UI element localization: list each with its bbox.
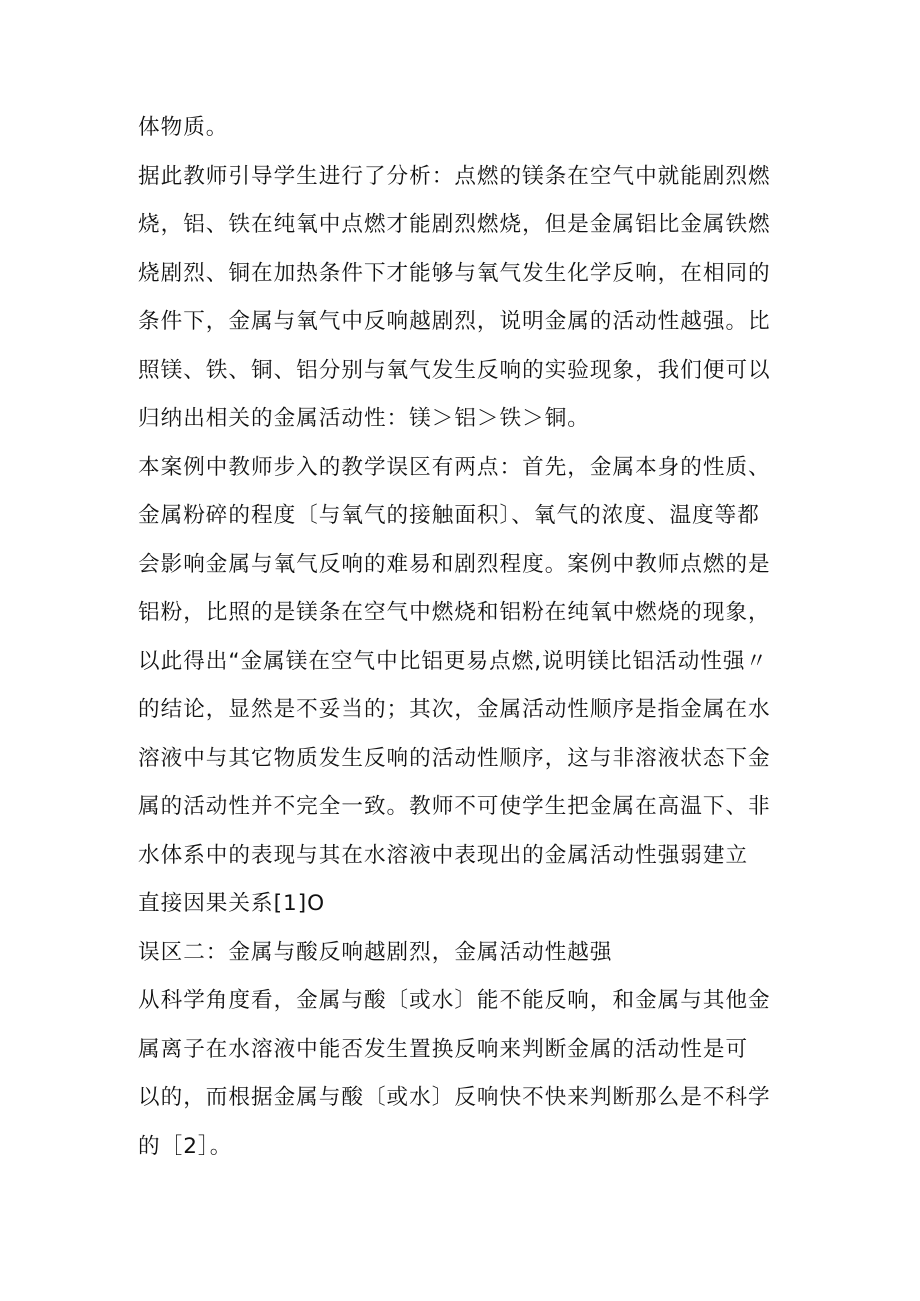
paragraph-3: [138, 444, 788, 929]
text-line: 归纳出相关的金属活动性：镁＞铝＞铁＞铜。: [138, 406, 590, 431]
paragraph-5: [138, 977, 788, 1171]
text-line: 直接因果关系[1]O: [138, 891, 326, 916]
paragraph-1: [138, 104, 788, 153]
text-line: 据此教师引导学生进行了分析：点燃的镁条在空气中就能剧烈燃: [138, 163, 771, 189]
text-line: 的结论，显然是不妥当的；其次，金属活动性顺序是指金属在水: [138, 697, 771, 722]
text-line: 属离子在水溶液中能否发生置换反响来判断金属的活动性是可: [138, 1036, 749, 1062]
text-line: 条件下，金属与氧气中反响越剧烈，说明金属的活动性越强。比: [138, 309, 771, 334]
section-heading: [138, 929, 788, 978]
text-line: 照镁、铁、铜、铝分别与氧气发生反响的实验现象，我们便可以: [138, 357, 771, 383]
text-line: 本案例中教师步入的教学误区有两点：首先，金属本身的性质、: [138, 454, 771, 480]
text-line: 从科学角度看，金属与酸〔或水〕能不能反响，和金属与其他金: [138, 988, 771, 1013]
text-line: 误区二：金属与酸反响越剧烈，金属活动性越强: [138, 939, 613, 965]
text-line: 金属粉碎的程度〔与氧气的接触面积〕、氧气的浓度、温度等都: [138, 503, 760, 528]
text-line: 烧剧烈、铜在加热条件下才能够与氧气发生化学反响，在相同的: [138, 260, 771, 286]
text-line: 溶液中与其它物质发生反响的活动性顺序，这与非溶液状态下金: [138, 745, 771, 771]
text-line: 烧，铝、铁在纯氧中点燃才能剧烈燃烧，但是金属铝比金属铁燃: [138, 212, 771, 237]
document-page: [138, 104, 788, 1171]
text-line: 的［2］。: [138, 1133, 233, 1159]
text-line: 属的活动性并不完全一致。教师不可使学生把金属在高温下、非: [138, 794, 771, 819]
text-line: 体物质。: [138, 115, 229, 140]
text-line: 以的，而根据金属与酸〔或水〕反响快不快来判断那么是不科学: [138, 1085, 771, 1110]
text-line: 以此得出“金属镁在空气中比铝更易点燃,说明镁比铝活动性强〃: [138, 648, 769, 674]
text-line: 会影响金属与氧气反响的难易和剧烈程度。案例中教师点燃的是: [138, 551, 771, 577]
text-line: 铝粉，比照的是镁条在空气中燃烧和铝粉在纯氧中燃烧的现象，: [138, 600, 771, 625]
text-line: 水体系中的表现与其在水溶液中表现出的金属活动性强弱建立: [138, 842, 749, 868]
paragraph-2: [138, 153, 788, 444]
